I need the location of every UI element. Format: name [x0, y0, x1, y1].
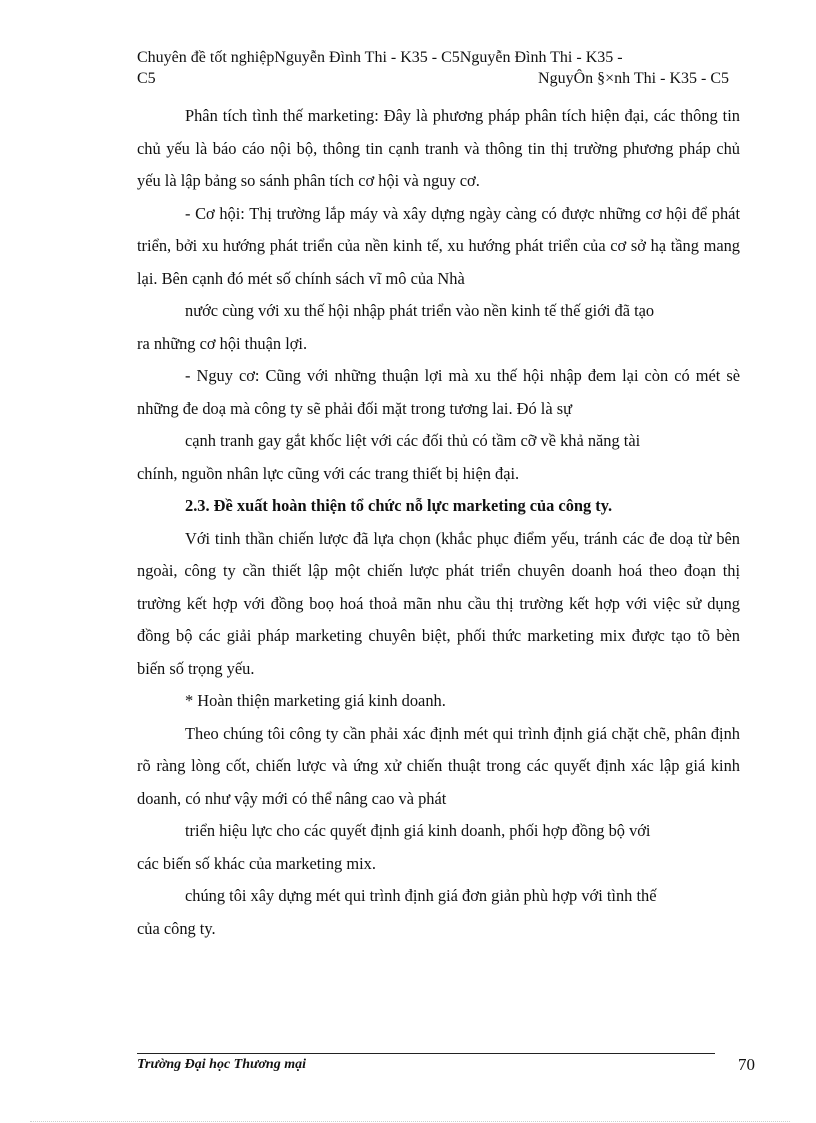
paragraph-threats-end: chính, nguồn nhân lực cũng với các trang thiết bị hiện đại. — [137, 463, 520, 483]
paragraph-pricing-cont: triển hiệu lực cho các quyết định giá kinh doanh, phối hợp đồng bộ với — [185, 821, 651, 840]
section-heading: 2.3. Đề xuất hoàn thiện tổ chức nỗ lực marketing của công ty. — [185, 496, 613, 515]
paragraph-process-end: của công ty. — [137, 918, 216, 938]
paragraph-opportunities-cont: nước cùng với xu thế hội nhập phát triển vào nền kinh tế thế giới đã tạo — [185, 301, 655, 320]
paragraph-pricing-title: * Hoàn thiện marketing giá kinh doanh. — [185, 691, 446, 710]
paragraph-pricing-end: các biến số khác của marketing mix. — [137, 853, 376, 873]
paragraph-threats: - Nguy cơ: Cũng với những thuận lợi mà xu thế hội nhập đem lại còn có mét sè những đe doạ mà công ty sẽ phải đối mặt trong tương lai. Đó là sự — [137, 366, 740, 418]
page-number: 70 — [738, 1055, 755, 1074]
header-line-2 — [137, 68, 729, 89]
paragraph-opportunities-end: ra những cơ hội thuận lợi. — [137, 333, 308, 353]
footer-school: Trường Đại học Thương mại — [137, 1057, 306, 1072]
paragraph-threats-cont: cạnh tranh gay gắt khốc liệt với các đối thủ có tầm cỡ về khả năng tài — [185, 431, 641, 450]
paragraph-strategy: Với tinh thần chiến lược đã lựa chọn (khắc phục điểm yếu, tránh các đe doạ từ bên ngoài, công ty cần thiết lập một chiến lược phát triển chuyên doanh hoá theo đoạn thị trường kết hợp với đồng boọ hoá thoả mãn nhu cầu thị trường kết hợp với việc sử dụng đồng bộ các giải pháp marketing chuyên biệt, phối thức marketing mix được tạo tõ bèn biến số trọng yếu. — [137, 528, 740, 678]
footer-rule — [137, 1053, 715, 1054]
paragraph-opportunities: - Cơ hội: Thị trường lắp máy và xây dựng ngày càng có được những cơ hội để phát triển, bởi xu hướng phát triển của nền kinh tế, xu hướng phát triển của cơ sở hạ tầng mang lại. Bên cạnh đó mét số chính sách vĩ mô của Nhà — [137, 203, 740, 288]
header-line-1: Chuyên đề tốt nghiệpNguyễn Đình Thi - K35 - C5Nguyễn Đình Thi - K35 - — [137, 49, 623, 66]
paragraph-process: chúng tôi xây dựng mét qui trình định giá đơn giản phù hợp với tình thế — [185, 886, 657, 905]
paragraph-pricing: Theo chúng tôi công ty cần phải xác định mét qui trình định giá chặt chẽ, phân định rõ ràng lòng cốt, chiến lược và ứng xử chiến thuật trong các quyết định xác lập giá kinh doanh, có như vậy mới có thể nâng cao và phát — [137, 723, 740, 808]
page-bottom-border — [30, 1121, 790, 1122]
header-line-2-right: NguyÔn §×nh Thi - K35 - C5 — [538, 70, 729, 87]
page-header — [137, 47, 729, 89]
page-body — [137, 100, 740, 945]
paragraph-situation-analysis: Phân tích tình thế marketing: Đây là phương pháp phân tích hiện đại, các thông tin chủ yếu là báo cáo nội bộ, thông tin cạnh tranh và thông tin thị trường phương pháp chủ yếu là lập bảng so sánh phân tích cơ hội và nguy cơ. — [137, 106, 740, 190]
header-line-2-left: C5 — [137, 70, 156, 87]
